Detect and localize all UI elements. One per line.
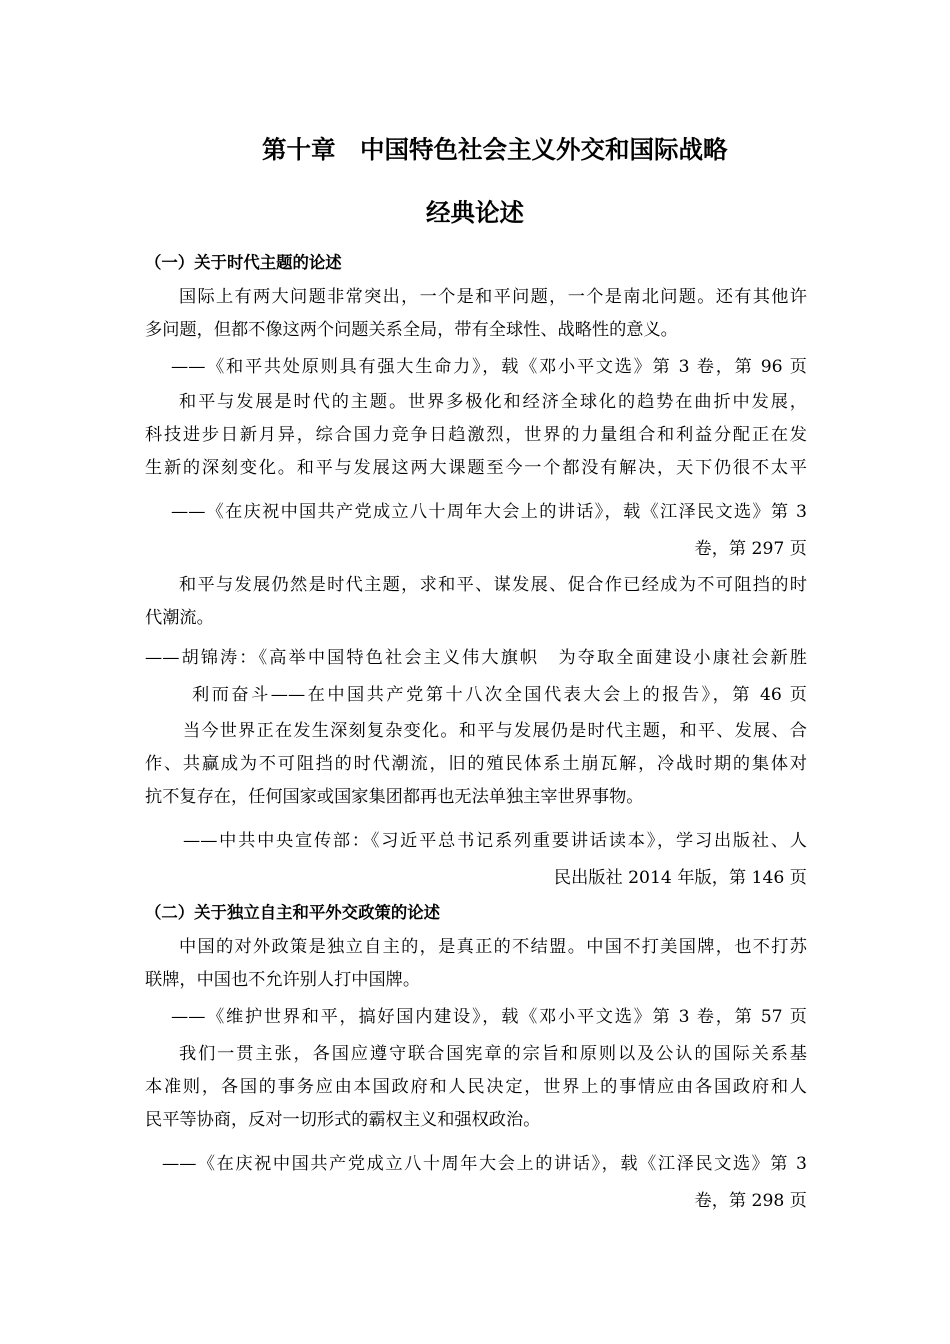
- citation-line: ——《在庆祝中国共产党成立八十周年大会上的讲话》，载《江泽民文选》第 3: [162, 1154, 807, 1174]
- citation-line: 利而奋斗——在中国共产党第十八次全国代表大会上的报告》，第 46 页: [192, 685, 807, 705]
- quote-paragraph: [145, 715, 807, 814]
- quote-line: 科技进步日新月异，综合国力竞争日趋激烈，世界的力量组合和利益分配正在发: [145, 425, 807, 445]
- citation-line: ——《和平共处原则具有强大生命力》，载《邓小平文选》第 3 卷，第 96 页: [171, 357, 807, 377]
- quote-line: 作、共赢成为不可阻挡的时代潮流，旧的殖民体系土崩瓦解，冷战时期的集体对: [145, 754, 807, 774]
- section-heading: （一）关于时代主题的论述: [145, 253, 342, 272]
- quote-paragraph: [145, 931, 807, 997]
- citation: [145, 1001, 807, 1034]
- citation: [145, 351, 807, 384]
- citation-line: ——胡锦涛：《高举中国特色社会主义伟大旗帜 为夺取全面建设小康社会新胜: [145, 648, 807, 668]
- quote-paragraph: [145, 281, 807, 347]
- citation: [145, 642, 807, 712]
- quote-line: 中国的对外政策是独立自主的，是真正的不结盟。中国不打美国牌，也不打苏: [179, 937, 807, 957]
- quote-line: 生新的深刻变化。和平与发展这两大课题至今一个都没有解决，天下仍很不太平: [145, 458, 807, 478]
- citation: [145, 825, 807, 895]
- citation-line: ——中共中央宣传部：《习近平总书记系列重要讲话读本》，学习出版社、人: [183, 831, 807, 851]
- citation: [145, 496, 807, 566]
- quote-line: 当今世界正在发生深刻复杂变化。和平与发展仍是时代主题，和平、发展、合: [183, 721, 807, 741]
- quote-line: 和平与发展仍然是时代主题，求和平、谋发展、促合作已经成为不可阻挡的时: [179, 575, 807, 595]
- chapter-title: 第十章 中国特色社会主义外交和国际战略: [262, 135, 728, 164]
- quote-paragraph: [145, 386, 807, 485]
- quote-line: 抗不复存在，任何国家或国家集团都再也无法单独主宰世界事物。: [145, 787, 644, 807]
- section-heading: （二）关于独立自主和平外交政策的论述: [145, 903, 441, 922]
- citation-line: ——《维护世界和平，搞好国内建设》，载《邓小平文选》第 3 卷，第 57 页: [171, 1007, 807, 1027]
- citation-line: 民出版社 2014 年版，第 146 页: [553, 868, 807, 888]
- quote-line: 多问题，但都不像这两个问题关系全局，带有全球性、战略性的意义。: [145, 320, 678, 340]
- page-subtitle: 经典论述: [426, 198, 524, 227]
- quote-line: 国际上有两大问题非常突出，一个是和平问题，一个是南北问题。还有其他许: [179, 287, 807, 307]
- quote-line: 民平等协商，反对一切形式的霸权主义和强权政治。: [145, 1110, 541, 1130]
- quote-paragraph: [145, 569, 807, 635]
- quote-line: 本准则，各国的事务应由本国政府和人民决定，世界上的事情应由各国政府和人: [145, 1077, 807, 1097]
- citation-line: 卷，第 298 页: [694, 1191, 807, 1211]
- quote-line: 联牌，中国也不允许别人打中国牌。: [145, 970, 421, 990]
- citation-line: ——《在庆祝中国共产党成立八十周年大会上的讲话》，载《江泽民文选》第 3: [171, 502, 807, 522]
- quote-line: 代潮流。: [145, 608, 214, 628]
- quote-paragraph: [145, 1038, 807, 1137]
- quote-line: 和平与发展是时代的主题。世界多极化和经济全球化的趋势在曲折中发展，: [179, 392, 807, 412]
- quote-line: 我们一贯主张，各国应遵守联合国宪章的宗旨和原则以及公认的国际关系基: [179, 1044, 807, 1064]
- citation-line: 卷，第 297 页: [694, 539, 807, 559]
- citation: [145, 1148, 807, 1218]
